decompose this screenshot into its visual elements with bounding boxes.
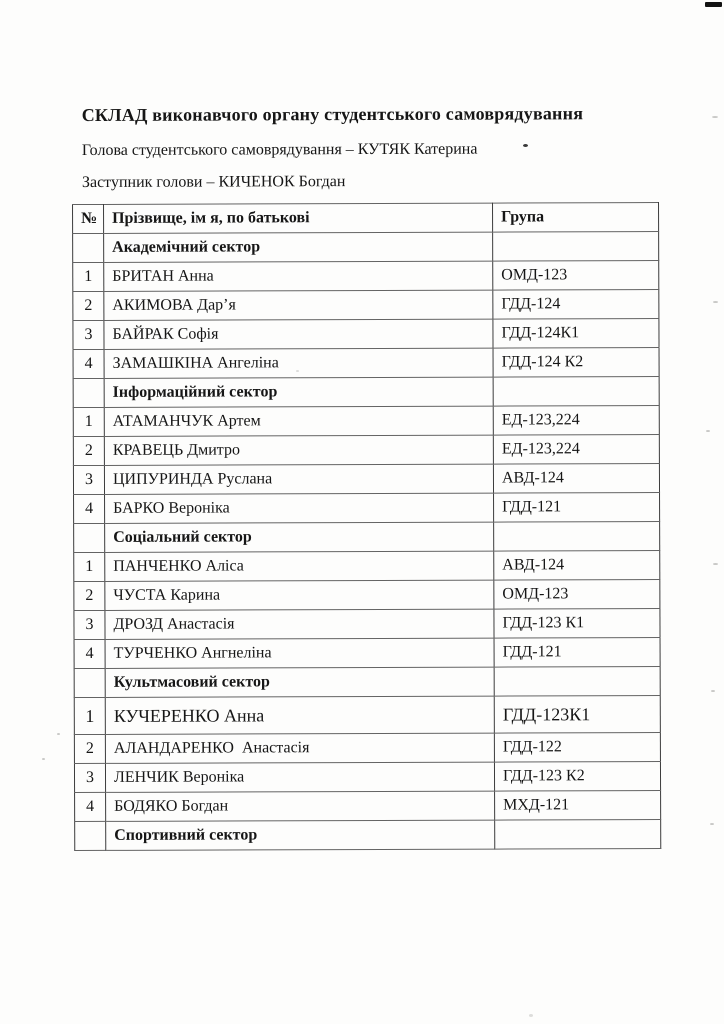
section-number-cell	[75, 821, 106, 850]
section-group-cell	[494, 667, 660, 697]
document-title: СКЛАД виконавчого органу студентського самоврядування	[81, 103, 584, 126]
member-group-cell: ГДД-123К1	[494, 696, 660, 734]
member-name-cell: КРАВЕЦЬ Дмитро	[104, 435, 493, 465]
member-number-cell: 2	[74, 581, 105, 610]
member-row	[73, 406, 659, 437]
member-number-cell: 4	[75, 792, 106, 821]
member-group-cell: ГДД-124 К2	[493, 348, 659, 378]
member-group-cell: АВД-124	[493, 464, 659, 494]
member-name-cell: ПАНЧЕНКО Аліса	[105, 551, 494, 581]
member-number-cell: 2	[73, 436, 104, 465]
deputy-line: Заступник голови – КИЧЕНОК Богдан	[81, 173, 346, 192]
member-group-cell: ОМД-123	[493, 261, 659, 291]
member-row	[73, 435, 659, 466]
member-number-cell: 1	[74, 697, 105, 734]
member-group-cell: ГДД-124	[493, 290, 659, 320]
member-name-cell: БОДЯКО Богдан	[106, 791, 495, 821]
member-row	[74, 733, 660, 764]
section-group-cell	[494, 522, 660, 552]
section-number-cell	[74, 668, 105, 697]
section-row	[74, 522, 660, 553]
section-row	[75, 820, 661, 851]
member-name-cell: БАРКО Вероніка	[105, 493, 494, 523]
member-row	[73, 319, 659, 350]
section-name-cell: Соціальний сектор	[105, 522, 494, 552]
member-group-cell: ГДД-124К1	[493, 319, 659, 349]
member-group-cell: АВД-124	[494, 551, 660, 581]
member-row	[75, 791, 661, 822]
member-group-cell: МХД-121	[495, 791, 661, 821]
member-number-cell: 2	[74, 734, 105, 763]
section-row	[73, 377, 659, 408]
members-table	[72, 202, 661, 851]
member-name-cell: БАЙРАК Софія	[104, 319, 493, 349]
section-number-cell	[73, 233, 104, 262]
table-body	[73, 232, 661, 851]
member-name-cell: ЛЕНЧИК Вероніка	[105, 762, 494, 792]
member-number-cell: 3	[73, 465, 104, 494]
member-group-cell: ГДД-121	[494, 493, 660, 523]
member-number-cell: 3	[74, 610, 105, 639]
member-number-cell: 1	[73, 262, 104, 291]
section-row	[74, 667, 660, 698]
member-row	[74, 762, 660, 793]
member-name-cell: ДРОЗД Анастасія	[105, 609, 494, 639]
member-group-cell: ГДД-121	[494, 638, 660, 668]
column-header-group: Група	[493, 203, 659, 233]
member-row	[73, 290, 659, 321]
member-number-cell: 1	[73, 407, 104, 436]
member-number-cell: 4	[74, 494, 105, 523]
column-header-name: Прізвище, ім я, по батькові	[104, 203, 493, 233]
member-group-cell: ГДД-123 К1	[494, 609, 660, 639]
member-row	[73, 464, 659, 495]
member-name-cell: ТУРЧЕНКО Ангнеліна	[105, 638, 494, 668]
table-header-row	[73, 203, 659, 234]
section-number-cell	[73, 378, 104, 407]
member-group-cell: ГДД-123 К2	[494, 762, 660, 792]
member-name-cell: АЛАНДАРЕНКО Анастасія	[105, 733, 494, 763]
member-row	[74, 696, 660, 735]
member-group-cell: ОМД-123	[494, 580, 660, 610]
member-row	[73, 261, 659, 292]
member-number-cell: 3	[74, 763, 105, 792]
section-row	[73, 232, 659, 263]
section-number-cell	[74, 523, 105, 552]
member-name-cell: АТАМАНЧУК Артем	[104, 406, 493, 436]
member-row	[74, 609, 660, 640]
column-header-number: №	[73, 204, 104, 233]
member-number-cell: 1	[74, 552, 105, 581]
chair-line: Голова студентського самоврядування – КУТЯК Катерина	[81, 140, 478, 160]
section-group-cell	[493, 232, 659, 262]
section-group-cell	[495, 820, 661, 850]
member-name-cell: АКИМОВА Дар’я	[104, 290, 493, 320]
member-name-cell: БРИТАН Анна	[104, 261, 493, 291]
section-name-cell: Інформаційний сектор	[104, 377, 493, 407]
member-name-cell: КУЧЕРЕНКО Анна	[105, 696, 494, 734]
section-group-cell	[493, 377, 659, 407]
member-group-cell: ЕД-123,224	[493, 406, 659, 436]
member-group-cell: ЕД-123,224	[493, 435, 659, 465]
member-number-cell: 3	[73, 320, 104, 349]
section-name-cell: Спортивний сектор	[106, 820, 495, 850]
member-number-cell: 4	[73, 349, 104, 378]
section-name-cell: Академічний сектор	[104, 232, 493, 262]
member-name-cell: ЗАМАШКІНА Ангеліна	[104, 348, 493, 378]
member-row	[74, 638, 660, 669]
member-number-cell: 2	[73, 291, 104, 320]
member-name-cell: ЧУСТА Карина	[105, 580, 494, 610]
member-name-cell: ЦИПУРИНДА Руслана	[104, 464, 493, 494]
member-row	[74, 551, 660, 582]
member-row	[74, 493, 660, 524]
section-name-cell: Культмасовий сектор	[105, 667, 494, 697]
member-row	[73, 348, 659, 379]
member-number-cell: 4	[74, 639, 105, 668]
member-row	[74, 580, 660, 611]
member-group-cell: ГДД-122	[494, 733, 660, 763]
